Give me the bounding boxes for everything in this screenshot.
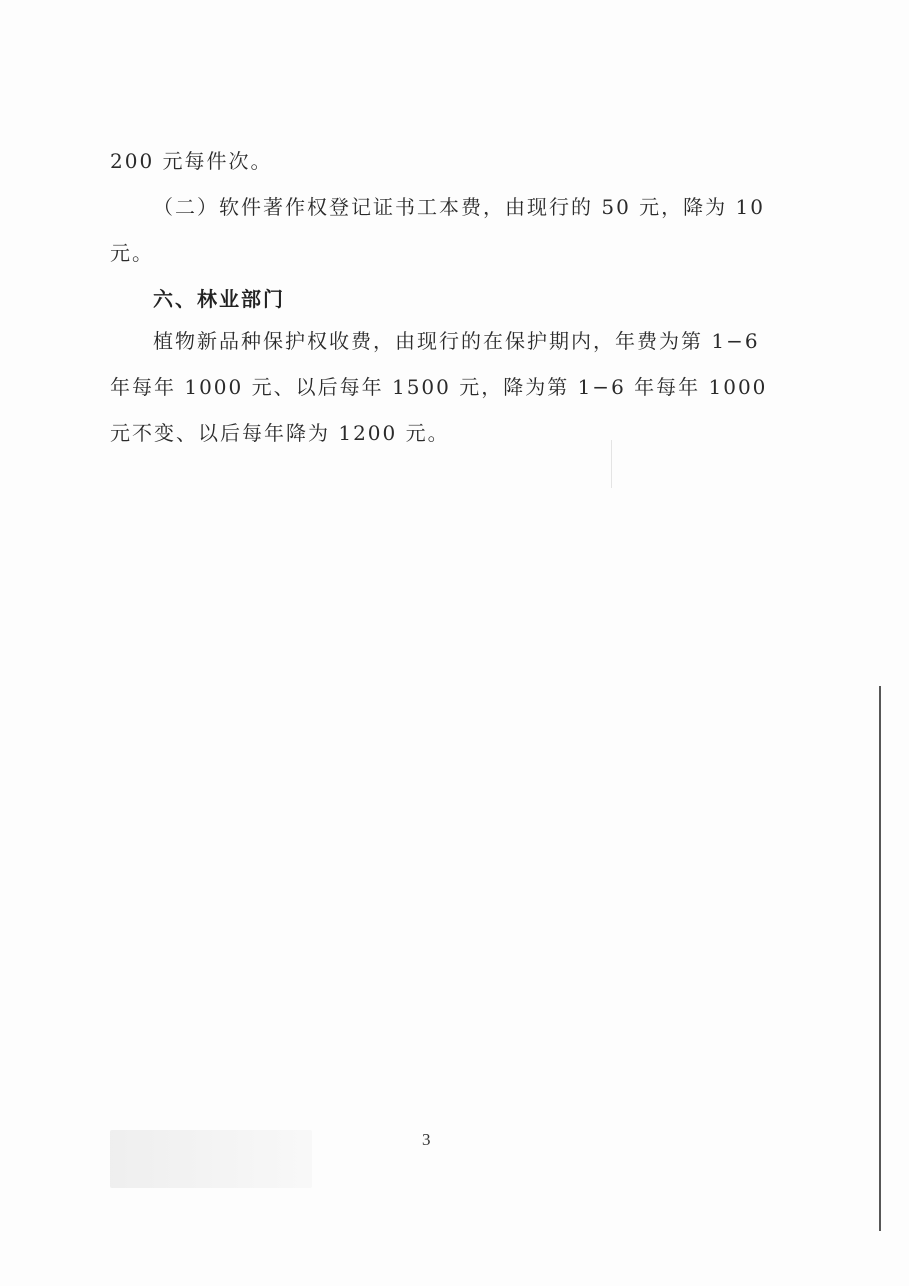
section-heading: 六、林业部门 xyxy=(153,287,285,311)
paragraph-forestry-fees: 植物新品种保护权收费，由现行的在保护期内，年费为第 1−6 年每年 1000 元、以后每年 1500 元，降为第 1−6 年每年 1000 元不变、以后每年降为 1200 元。 xyxy=(110,329,768,445)
paragraph-item-two: （二）软件著作权登记证书工本费，由现行的 50 元，降为 10 元。 xyxy=(110,195,765,265)
scan-artifact xyxy=(611,440,612,488)
scan-smudge xyxy=(110,1130,312,1188)
paragraph-continuation: 200 元每件次。 xyxy=(110,149,273,173)
page-number: 3 xyxy=(422,1130,431,1149)
scan-edge-line xyxy=(879,686,881,1231)
